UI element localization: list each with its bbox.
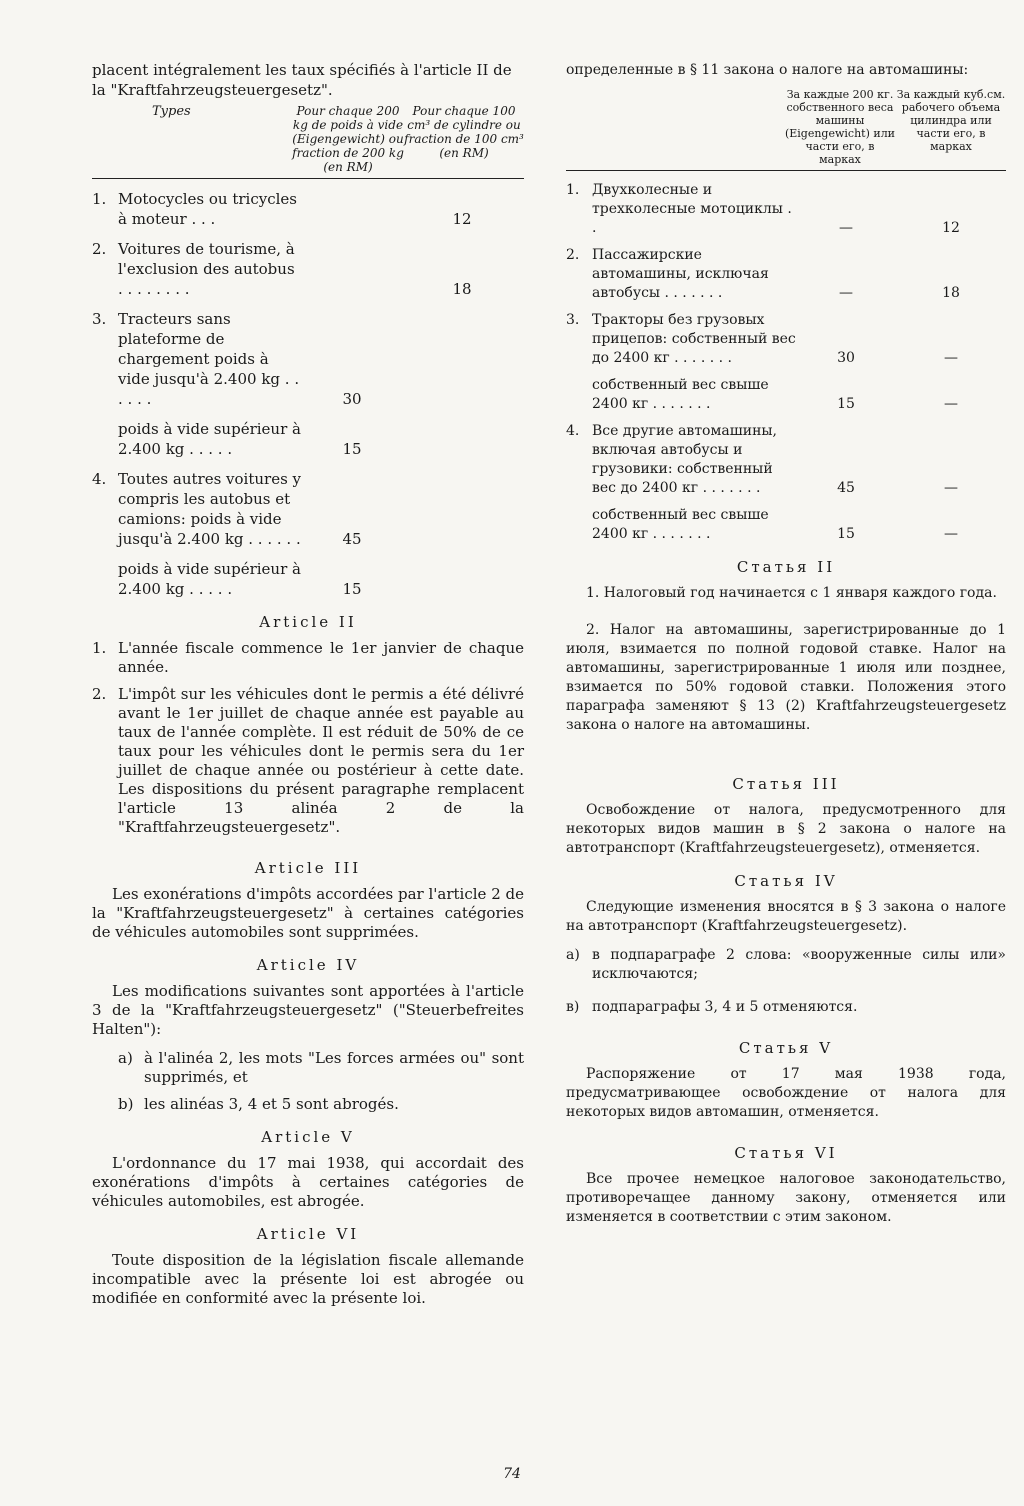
row-cylinder-rate: 12 bbox=[942, 220, 960, 236]
item-text: в подпараграфе 2 слова: «вооруженные силы или» исключаются; bbox=[592, 947, 1006, 982]
row-number bbox=[92, 559, 118, 599]
row-cylinder-rate: — bbox=[944, 526, 958, 542]
row-weight-rate: 15 bbox=[837, 396, 855, 412]
row-number: 3. bbox=[92, 310, 107, 328]
french-art2-item bbox=[92, 639, 524, 677]
row-weight-rate: 30 bbox=[342, 390, 362, 408]
table-row bbox=[92, 469, 524, 549]
russian-article-3-title: Статья III bbox=[732, 775, 840, 793]
item-letter: а) bbox=[566, 947, 580, 963]
row-cylinder-rate: — bbox=[944, 350, 958, 366]
table-row bbox=[566, 422, 1006, 498]
row-number: 1. bbox=[92, 190, 107, 208]
row-number: 4. bbox=[566, 423, 580, 439]
row-weight-rate: 30 bbox=[837, 350, 855, 366]
french-art6-text: Toute disposition de la législation fiscale allemande incompatible avec la présente loi est abrogée ou modifiée en conformité avec la présente loi. bbox=[92, 1251, 524, 1307]
row-type-text: Тракторы без грузовых прицепов: собственный вес до 2400 кг . . . . . . . bbox=[592, 312, 796, 366]
row-type-cell bbox=[92, 419, 302, 459]
russian-header-cylinder: За каждый куб.см. рабочего объема цилиндра или части его, в марках bbox=[896, 88, 1006, 153]
french-art4-item bbox=[92, 1095, 524, 1114]
row-cylinder-rate: 18 bbox=[942, 285, 960, 301]
russian-table-header bbox=[566, 88, 1006, 171]
item-letter: a) bbox=[118, 1049, 133, 1067]
french-header-types: Types bbox=[152, 104, 191, 119]
row-type-text: собственный вес свыше 2400 кг . . . . . . . bbox=[592, 377, 769, 412]
row-type-cell bbox=[566, 506, 796, 544]
row-weight-rate bbox=[302, 239, 402, 299]
table-row bbox=[92, 189, 524, 229]
row-weight-rate: — bbox=[839, 285, 853, 301]
table-row bbox=[566, 506, 1006, 544]
row-weight-rate: 15 bbox=[837, 526, 855, 542]
french-article-3-title: Article III bbox=[254, 859, 362, 877]
row-type-cell bbox=[566, 376, 796, 414]
russian-article-2-title: Статья II bbox=[736, 558, 836, 576]
item-letter: в) bbox=[566, 999, 580, 1015]
table-row bbox=[566, 181, 1006, 238]
item-text: L'impôt sur les véhicules dont le permis a été délivré avant le 1er juillet de chaque année est payable au taux de l'année complète. Il est réduit de 50% de ce taux pour les véhicules dont le permis sera du 1er juillet de chaque année ou postérieur à cette date. Les dispositions du présent paragraphe remplacent l'article 13 alinéa 2 de la "Kraftfahrzeugsteuergesetz". bbox=[118, 685, 524, 836]
row-weight-rate: 15 bbox=[342, 440, 362, 458]
table-row bbox=[92, 309, 524, 409]
table-row bbox=[92, 239, 524, 299]
row-type-cell bbox=[92, 559, 302, 599]
russian-art6-text: Все прочее немецкое налоговое законодательство, противоречащее данному закону, отменяется или изменяется в соответствии с этим законом. bbox=[566, 1171, 1006, 1225]
russian-header-weight: За каждые 200 кг. собственного веса машины (Eigengewicht) или части его, в марках bbox=[784, 88, 896, 166]
french-art4-text: Les modifications suivantes sont apportées à l'article 3 de la "Kraftfahrzeugsteuergesetz" ("Steuerbefreites Halten"): bbox=[92, 982, 524, 1038]
row-type-text: Motocycles ou tricycles à moteur . . . bbox=[118, 190, 297, 228]
french-column bbox=[92, 60, 524, 1318]
page-number: 74 bbox=[503, 1466, 521, 1482]
row-type-cell bbox=[566, 181, 796, 238]
row-type-cell bbox=[566, 422, 796, 498]
item-text: les alinéas 3, 4 et 5 sont abrogés. bbox=[144, 1095, 399, 1113]
row-type-cell bbox=[92, 309, 302, 409]
russian-art4-text: Следующие изменения вносятся в § 3 закона о налоге на автотранспорт (Kraftfahrzeugsteuergesetz). bbox=[566, 899, 1006, 934]
french-article-5-title: Article V bbox=[261, 1128, 355, 1146]
row-cylinder-rate bbox=[402, 559, 522, 599]
row-weight-rate: 45 bbox=[342, 530, 362, 548]
row-type-text: Двухколесные и трехколесные мотоциклы . . bbox=[592, 182, 792, 236]
french-header-cylinder: Pour chaque 100 cm³ de cylindre ou fraction de 100 cm³ (en RM) bbox=[404, 104, 524, 160]
french-article-2-title: Article II bbox=[259, 613, 357, 631]
russian-art4-item bbox=[566, 998, 1006, 1017]
row-number: 2. bbox=[92, 240, 107, 258]
row-number bbox=[92, 419, 118, 459]
russian-article-4-title: Статья IV bbox=[734, 872, 838, 890]
row-cylinder-rate bbox=[402, 419, 522, 459]
row-number bbox=[566, 506, 592, 544]
row-type-cell bbox=[92, 469, 302, 549]
row-type-cell bbox=[566, 246, 796, 303]
row-type-text: Пассажирские автомашины, исключая автобусы . . . . . . . bbox=[592, 247, 769, 301]
row-number: 3. bbox=[566, 312, 580, 328]
table-row bbox=[566, 376, 1006, 414]
table-row bbox=[92, 559, 524, 599]
french-article-6-title: Article VI bbox=[256, 1225, 360, 1243]
russian-art5-text: Распоряжение от 17 мая 1938 года, предусматривающее освобождение от налога для некоторых видов автомашин, отменяется. bbox=[566, 1066, 1006, 1120]
row-weight-rate: 15 bbox=[342, 580, 362, 598]
russian-article-6-title: Статья VI bbox=[734, 1144, 838, 1162]
row-type-text: poids à vide supérieur à 2.400 kg . . . . . bbox=[118, 420, 301, 458]
russian-art2-p1: 1. Налоговый год начинается с 1 января каждого года. bbox=[586, 585, 997, 601]
row-cylinder-rate: 12 bbox=[452, 210, 472, 228]
item-text: L'année fiscale commence le 1er janvier de chaque année. bbox=[118, 639, 524, 676]
russian-header-types bbox=[566, 88, 784, 166]
row-number: 2. bbox=[566, 247, 580, 263]
french-art5-text: L'ordonnance du 17 mai 1938, qui accordait des exonérations d'impôts à certaines catégories de véhicules automobiles, est abrogée. bbox=[92, 1154, 524, 1210]
french-table-body bbox=[92, 189, 524, 599]
row-type-text: Все другие автомашины, включая автобусы и грузовики: собственный вес до 2400 кг . . . . . . . bbox=[592, 423, 777, 496]
russian-art4-item bbox=[566, 946, 1006, 984]
row-number: 4. bbox=[92, 470, 107, 488]
russian-article-5-title: Статья V bbox=[738, 1039, 834, 1057]
row-cylinder-rate bbox=[402, 469, 522, 549]
row-weight-rate: 45 bbox=[837, 480, 855, 496]
item-number: 2. bbox=[92, 685, 107, 703]
row-type-cell bbox=[566, 311, 796, 368]
item-number: 1. bbox=[92, 639, 107, 657]
row-type-cell bbox=[92, 189, 302, 229]
row-cylinder-rate: 18 bbox=[452, 280, 472, 298]
row-type-text: Tracteurs sans plateforme de chargement poids à vide jusqu'à 2.400 kg . . . . . . bbox=[118, 310, 300, 408]
russian-intro: определенные в § 11 закона о налоге на автомашины: bbox=[566, 62, 969, 78]
french-intro: placent intégralement les taux spécifiés à l'article II de la "Kraftfahrzeugsteuergesetz". bbox=[92, 61, 512, 99]
row-type-text: собственный вес свыше 2400 кг . . . . . . . bbox=[592, 507, 769, 542]
table-row bbox=[566, 246, 1006, 303]
row-cylinder-rate bbox=[402, 309, 522, 409]
row-type-cell bbox=[92, 239, 302, 299]
french-art3-text: Les exonérations d'impôts accordées par l'article 2 de la "Kraftfahrzeugsteuergesetz" à certaines catégories de véhicules automobiles sont supprimées. bbox=[92, 885, 524, 941]
row-number bbox=[566, 376, 592, 414]
french-table-header bbox=[92, 104, 524, 179]
french-header-weight: Pour chaque 200 kg de poids à vide (Eigengewicht) ou fraction de 200 kg (en RM) bbox=[292, 104, 404, 174]
row-cylinder-rate: — bbox=[944, 480, 958, 496]
russian-column bbox=[566, 60, 1006, 1237]
table-row bbox=[566, 311, 1006, 368]
french-art4-item bbox=[92, 1049, 524, 1087]
item-text: подпараграфы 3, 4 и 5 отменяются. bbox=[592, 999, 858, 1015]
russian-table-body bbox=[566, 181, 1006, 544]
french-article-4-title: Article IV bbox=[256, 956, 360, 974]
row-weight-rate: — bbox=[839, 220, 853, 236]
row-number: 1. bbox=[566, 182, 580, 198]
row-type-text: Toutes autres voitures y compris les autobus et camions: poids à vide jusqu'à 2.400 kg . . . . . . bbox=[118, 470, 302, 548]
french-art2-item bbox=[92, 685, 524, 837]
russian-art3-text: Освобождение от налога, предусмотренного для некоторых видов машин в § 2 закона о налоге на автотранспорт (Kraftfahrzeugsteuergesetz), отменяется. bbox=[566, 802, 1006, 856]
table-row bbox=[92, 419, 524, 459]
row-type-text: poids à vide supérieur à 2.400 kg . . . . . bbox=[118, 560, 301, 598]
item-letter: b) bbox=[118, 1095, 134, 1113]
row-type-text: Voitures de tourisme, à l'exclusion des autobus . . . . . . . . bbox=[118, 240, 295, 298]
row-cylinder-rate: — bbox=[944, 396, 958, 412]
row-weight-rate bbox=[302, 189, 402, 229]
russian-art2-p2: 2. Налог на автомашины, зарегистрированные до 1 июля, взимается по полной годовой ставке. Налог на автомашины, зарегистрированные 1 июля или позднее, взимается по 50% годовой ставки. Положения этого параграфа заменяют § 13 (2) Kraftfahrzeugsteuergesetz закона о налоге на автомашины. bbox=[566, 622, 1006, 733]
item-text: à l'alinéa 2, les mots "Les forces armées ou" sont supprimés, et bbox=[144, 1049, 524, 1086]
